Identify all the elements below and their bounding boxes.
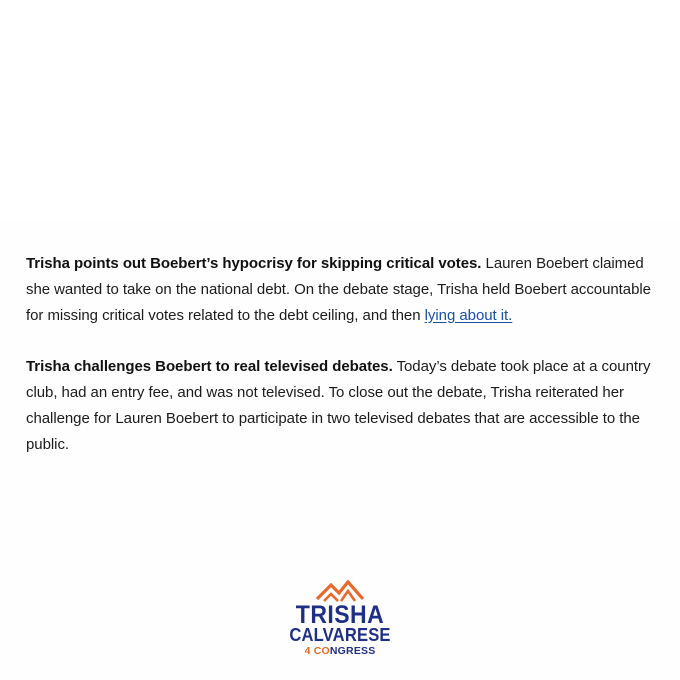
blank-header-area — [0, 0, 680, 220]
logo-number: 4 — [304, 645, 314, 657]
mountain-peaks-icon — [314, 578, 366, 602]
logo-first-name: TRISHA — [295, 601, 385, 629]
campaign-logo — [280, 578, 400, 662]
paragraph-debates-body: Today’s debate took place at a country club, had an entry fee, and was not televised. To close out the debate, Trisha reiterated her challenge for Lauren Boebert to participate in two televised debates that are accessible to the public. — [26, 358, 651, 453]
paragraph-debates-lead: Trisha challenges Boebert to real televised debates. — [26, 358, 393, 376]
paragraph-hypocrisy-body: Lauren Boebert claimed she wanted to take on the national debt. On the debate stage, Trisha held Boebert accountable for missing critical votes related to the debt ceiling, and then — [26, 255, 651, 324]
press-content — [26, 251, 656, 484]
logo-co: CO — [313, 645, 330, 657]
lying-about-it-link[interactable]: lying about it. — [424, 306, 513, 324]
logo-ngress: NGRESS — [329, 645, 376, 657]
paragraph-debates — [26, 354, 656, 457]
logo-last-name: CALVARESE — [289, 625, 391, 645]
logo-congress-tagline — [280, 645, 400, 657]
paragraph-hypocrisy-lead: Trisha points out Boebert’s hypocrisy for skipping critical votes. — [26, 255, 482, 272]
paragraph-hypocrisy — [26, 251, 656, 328]
